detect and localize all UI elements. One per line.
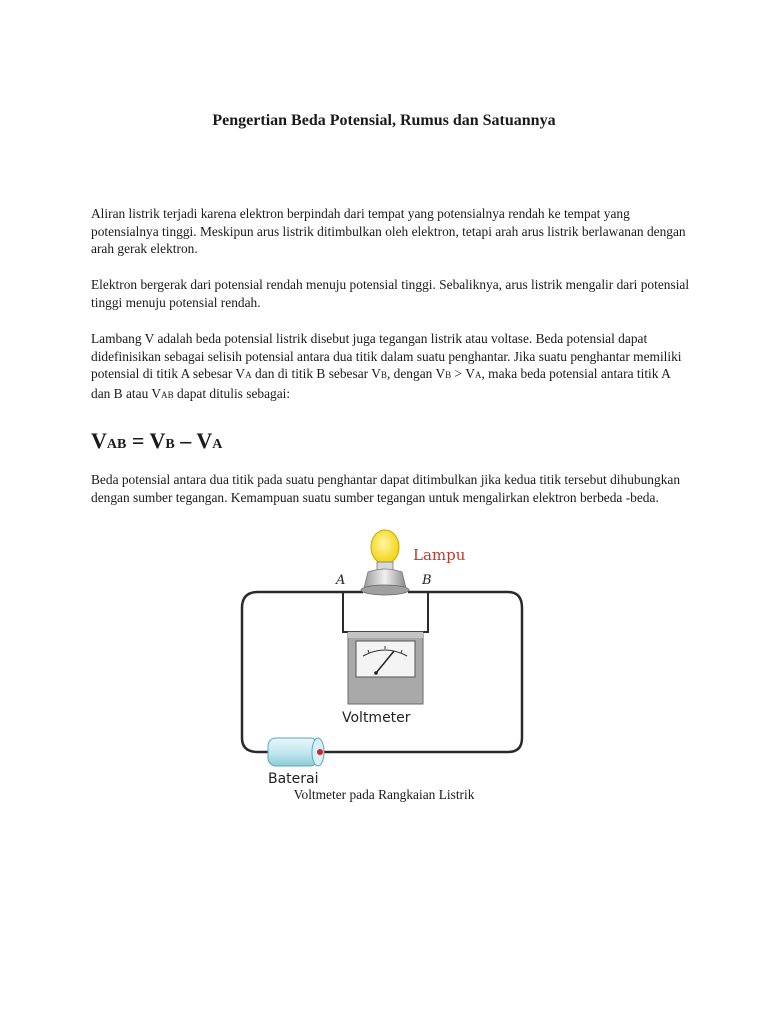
voltmeter-label: Voltmeter: [342, 710, 411, 726]
paragraph-2: Elektron bergerak dari potensial rendah menuju potensial tinggi. Sebaliknya, arus listrik mengalir dari potensial tinggi menuju potensial rendah.: [91, 277, 690, 310]
lamp-label: Lampu: [413, 546, 466, 564]
page-title: Pengertian Beda Potensial, Rumus dan Satuannya: [212, 112, 556, 129]
circuit-diagram: [230, 528, 530, 790]
paragraph-1: Aliran listrik terjadi karena elektron berpindah dari tempat yang potensialnya rendah ke tempat yang potensialnya tinggi. Meskipun arus listrik ditimbulkan oleh elektron, tetapi arah arus listrik berlawanan dengan arah gerak elektron.: [91, 206, 686, 256]
lamp-icon: [361, 530, 409, 595]
voltmeter-icon: [348, 632, 423, 704]
paragraph-4: Beda potensial antara dua titik pada suatu penghantar dapat ditimbulkan jika kedua titik tersebut dihubungkan dengan sumber tegangan. Kemampuan suatu sumber tegangan untuk mengalirkan elektron berbeda -beda.: [91, 472, 681, 505]
battery-label: Baterai: [268, 771, 319, 787]
point-a-label: A: [336, 573, 346, 588]
point-b-label: B: [422, 573, 432, 588]
paragraph-3: Lambang V adalah beda potensial listrik disebut juga tegangan listrik atau voltase. Beda potensial dapat didefinisikan sebagai selisih potensial antara dua titik dalam suatu penghantar. Jika suatu penghantar memiliki potensial di titik A sebesar VA dan di titik B sebesar VB, dengan VB > VA, maka beda potensial antara titik A dan B atau VAB dapat ditulis sebagai:: [91, 331, 682, 401]
figure-caption: Voltmeter pada Rangkaian Listrik: [293, 787, 475, 802]
battery-icon: [268, 738, 324, 766]
formula: VAB = VB – VA: [91, 428, 223, 453]
voltmeter-wire: [343, 592, 428, 632]
